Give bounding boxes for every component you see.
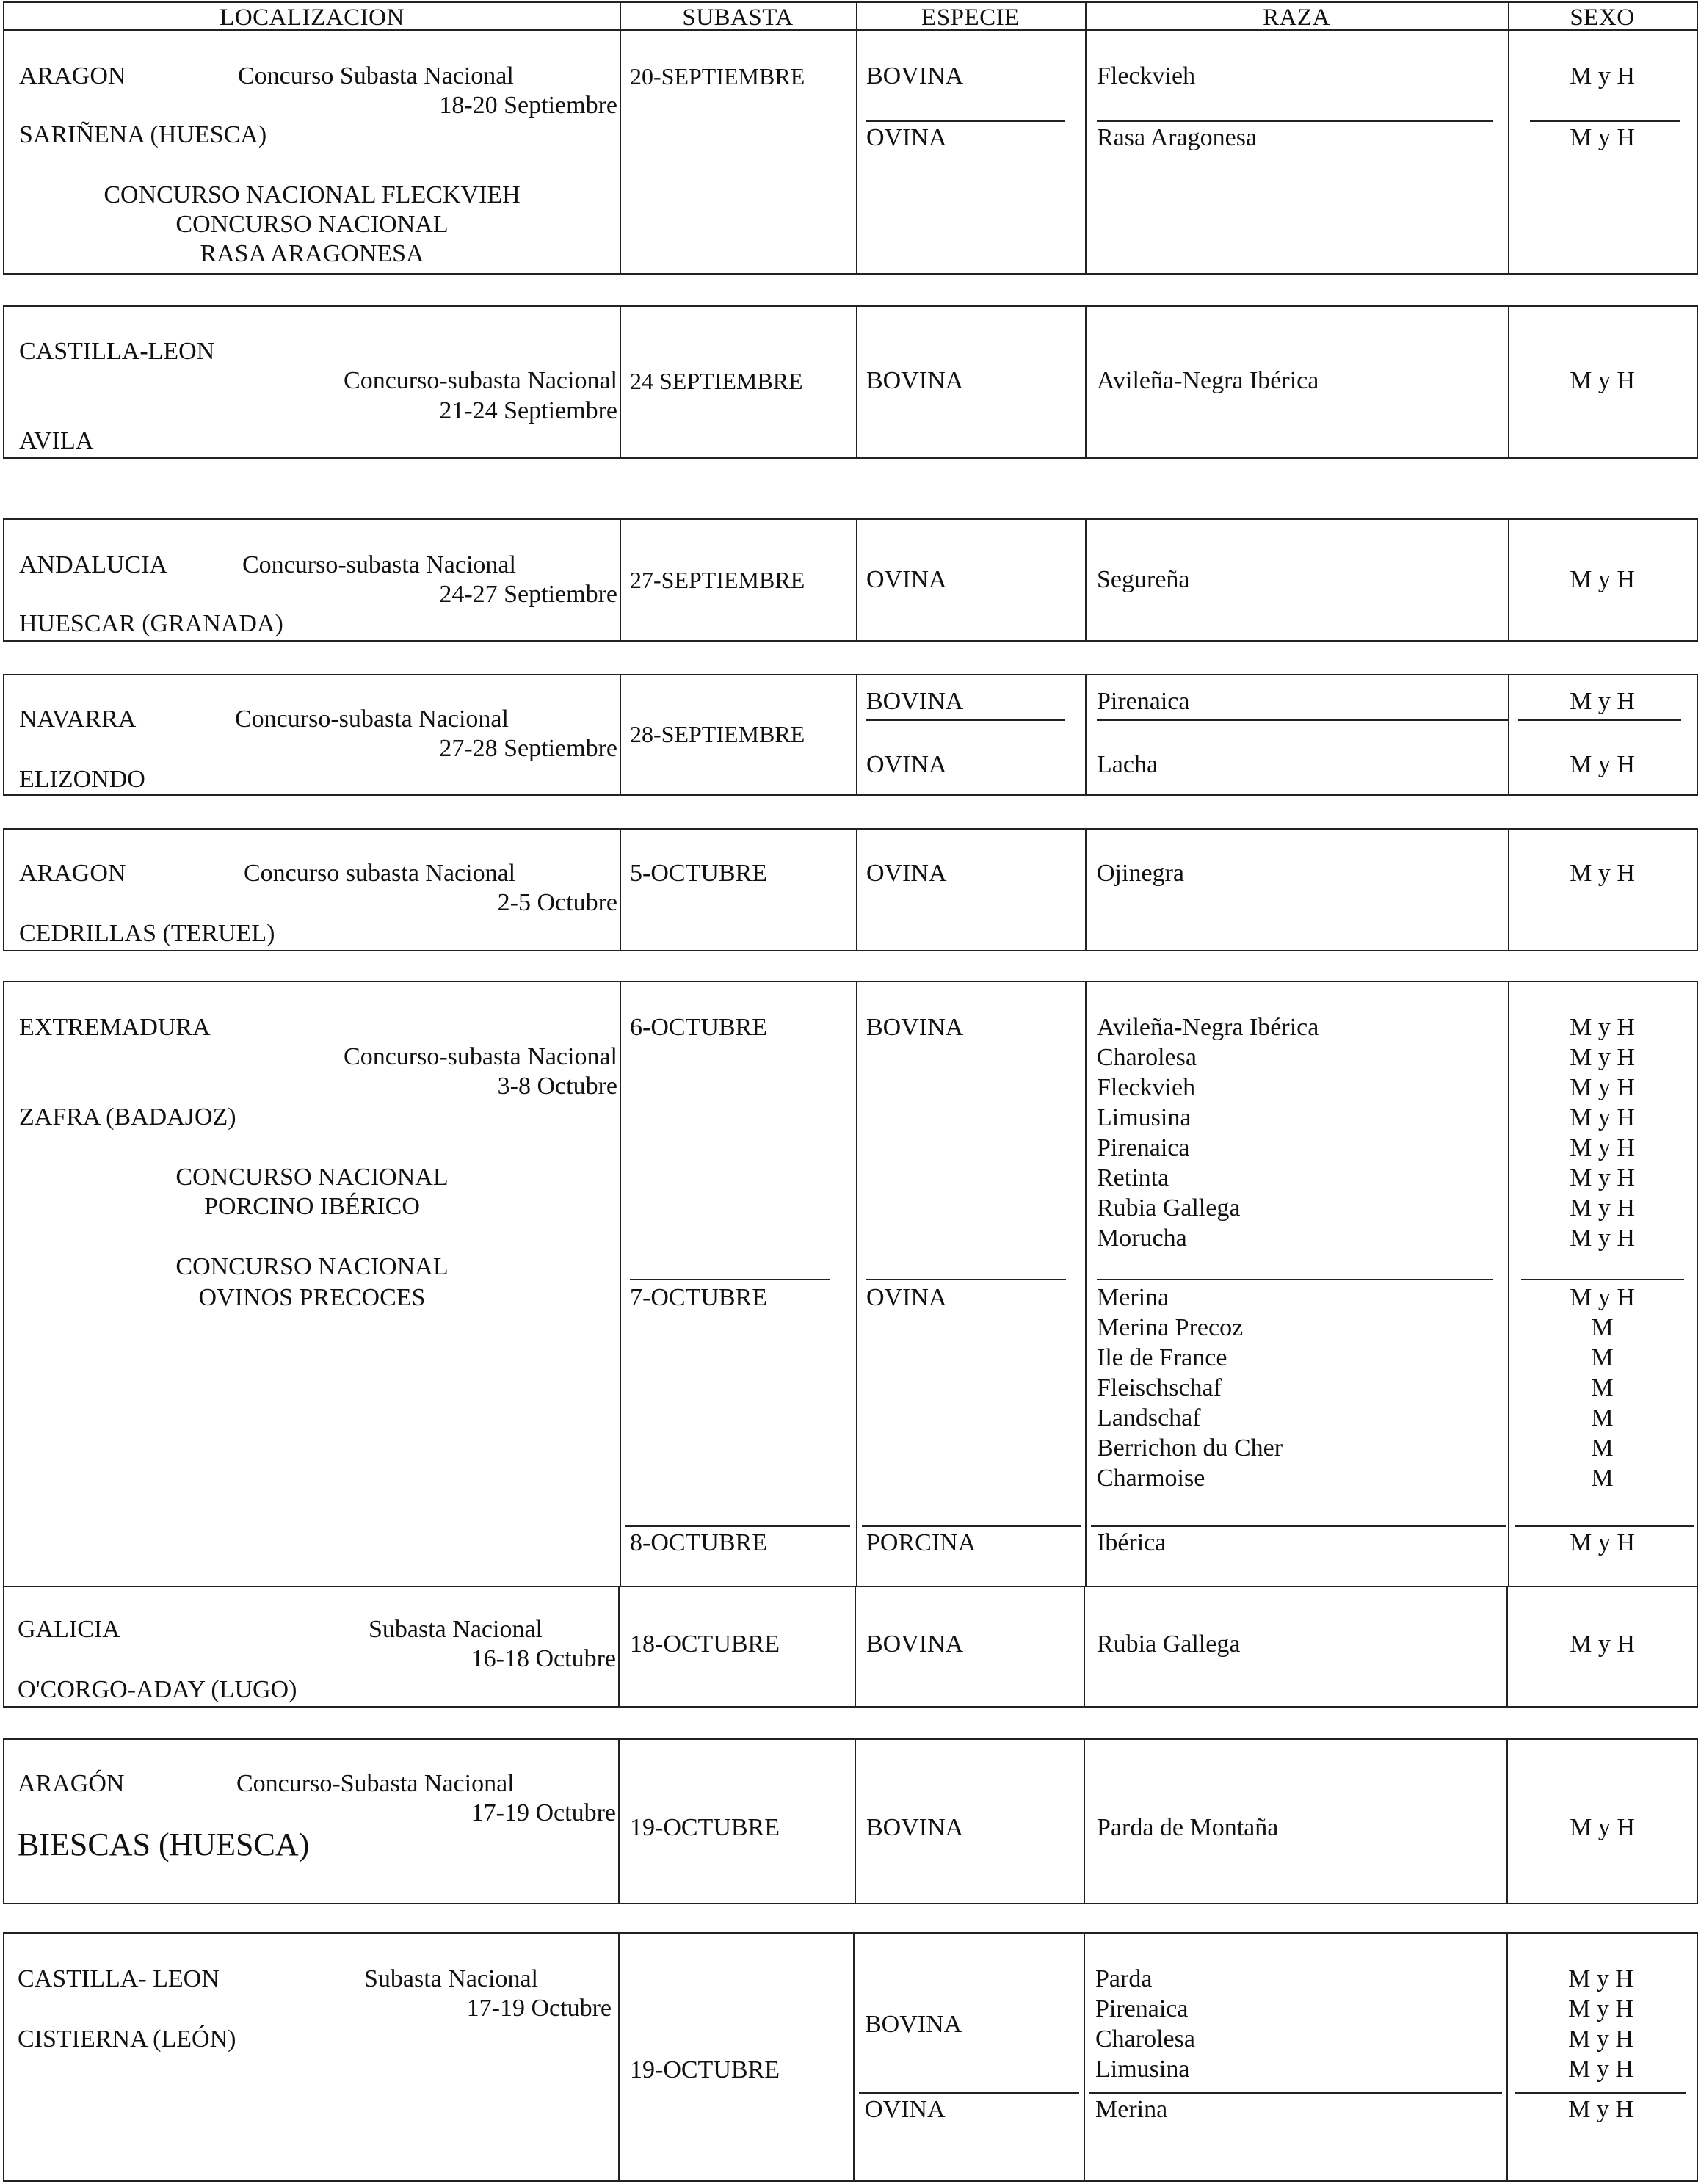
block-aragon-sarinena: [3, 29, 1698, 275]
raza: Retinta: [1097, 1164, 1169, 1191]
subasta-date: 28-SEPTIEMBRE: [630, 721, 805, 747]
event-type: Concurso Subasta Nacional: [238, 62, 514, 90]
especie: OVINA: [866, 1284, 947, 1311]
raza: Avileña-Negra Ibérica: [1097, 1014, 1319, 1041]
region: ARAGÓN: [18, 1770, 125, 1797]
raza: Rubia Gallega: [1097, 1630, 1241, 1658]
region: CASTILLA-LEON: [19, 338, 215, 365]
sexo: M y H: [1570, 367, 1635, 394]
sexo: M y H: [1570, 1074, 1635, 1101]
region: NAVARRA: [19, 705, 137, 733]
note-line: CONCURSO NACIONAL: [175, 1253, 449, 1280]
header-sexo: SEXO: [1570, 4, 1635, 31]
event-dates: 3-8 Octubre: [497, 1073, 617, 1100]
sexo: M y H: [1570, 566, 1635, 593]
especie: BOVINA: [866, 1630, 964, 1658]
subasta-date: 8-OCTUBRE: [630, 1529, 767, 1556]
raza: Parda: [1095, 1965, 1153, 1992]
especie: PORCINA: [866, 1529, 976, 1556]
region: ARAGON: [19, 860, 126, 887]
subasta-date: 7-OCTUBRE: [630, 1284, 767, 1311]
place: CISTIERNA (LEÓN): [18, 2025, 236, 2053]
event-dates: 18-20 Septiembre: [439, 92, 617, 119]
sexo: M y H: [1570, 1044, 1635, 1071]
subasta-date: 19-OCTUBRE: [630, 1814, 780, 1841]
place: HUESCAR (GRANADA): [19, 610, 283, 637]
sexo: M y H: [1568, 2096, 1633, 2123]
especie: BOVINA: [866, 1814, 964, 1841]
note-line: CONCURSO NACIONAL FLECKVIEH: [104, 181, 521, 208]
subasta-date: 20-SEPTIEMBRE: [630, 63, 805, 90]
event-dates: 21-24 Septiembre: [439, 397, 617, 424]
note-line: OVINOS PRECOCES: [198, 1284, 426, 1311]
raza: Avileña-Negra Ibérica: [1097, 367, 1319, 394]
event-type: Concurso-Subasta Nacional: [236, 1770, 515, 1797]
note-line: CONCURSO NACIONAL: [175, 211, 449, 238]
raza: Charolesa: [1095, 2025, 1195, 2053]
block-navarra-elizondo: [3, 674, 1698, 796]
header-subasta: SUBASTA: [682, 4, 794, 31]
region: EXTREMADURA: [19, 1014, 211, 1041]
sexo: M y H: [1570, 124, 1635, 151]
table-header: [3, 1, 1698, 31]
event-type: Subasta Nacional: [369, 1616, 543, 1643]
event-type: Concurso-subasta Nacional: [235, 705, 509, 733]
sexo: M y H: [1568, 1995, 1633, 2022]
block-extremadura-zafra: [3, 981, 1698, 1587]
event-dates: 16-18 Octubre: [471, 1645, 616, 1672]
sexo: M: [1591, 1465, 1614, 1492]
raza: Merina: [1097, 1284, 1169, 1311]
especie: OVINA: [865, 2096, 946, 2123]
note-line: PORCINO IBÉRICO: [204, 1193, 420, 1220]
place: O'CORGO-ADAY (LUGO): [18, 1676, 297, 1703]
sexo: M: [1591, 1404, 1614, 1432]
raza: Fleischschaf: [1097, 1374, 1222, 1401]
block-galicia-ocorgo: [3, 1586, 1698, 1708]
sexo: M y H: [1570, 1814, 1635, 1841]
region: CASTILLA- LEON: [18, 1965, 220, 1992]
event-type: Concurso-subasta Nacional: [344, 367, 617, 394]
sexo: M y H: [1570, 1134, 1635, 1161]
raza: Ile de France: [1097, 1344, 1227, 1371]
raza: Fleckvieh: [1097, 62, 1196, 90]
event-dates: 17-19 Octubre: [466, 1995, 612, 2022]
place: ELIZONDO: [19, 766, 145, 793]
region: ANDALUCIA: [19, 551, 168, 578]
sexo: M y H: [1568, 2025, 1633, 2053]
block-castilla-leon-avila: [3, 305, 1698, 459]
block-aragon-cedrillas: [3, 828, 1698, 951]
sexo: M: [1591, 1344, 1614, 1371]
sexo: M y H: [1570, 1529, 1635, 1556]
raza: Limusina: [1095, 2056, 1190, 2083]
block-castilla-leon-cistierna: [3, 1932, 1698, 2182]
raza: Pirenaica: [1095, 1995, 1189, 2022]
especie: BOVINA: [866, 62, 964, 90]
region: GALICIA: [18, 1616, 120, 1643]
subasta-date: 5-OCTUBRE: [630, 860, 767, 887]
event-type: Concurso-subasta Nacional: [242, 551, 516, 578]
raza: Merina: [1095, 2096, 1168, 2123]
raza: Parda de Montaña: [1097, 1814, 1279, 1841]
raza: Charolesa: [1097, 1044, 1197, 1071]
raza: Pirenaica: [1097, 1134, 1190, 1161]
subasta-date: 19-OCTUBRE: [630, 2056, 780, 2083]
especie: OVINA: [866, 751, 947, 778]
block-andalucia-huescar: [3, 518, 1698, 642]
note-line: CONCURSO NACIONAL: [175, 1164, 449, 1191]
raza: Segureña: [1097, 566, 1190, 593]
place: CEDRILLAS (TERUEL): [19, 920, 275, 947]
place: ZAFRA (BADAJOZ): [19, 1103, 236, 1131]
subasta-date: 6-OCTUBRE: [630, 1014, 767, 1041]
sexo: M y H: [1568, 2056, 1633, 2083]
raza: Lacha: [1097, 751, 1158, 778]
raza: Morucha: [1097, 1225, 1187, 1252]
sexo: M y H: [1570, 62, 1635, 90]
sexo: M: [1591, 1374, 1614, 1401]
header-raza: RAZA: [1263, 4, 1330, 31]
event-dates: 2-5 Octubre: [497, 889, 617, 916]
sexo: M y H: [1570, 1194, 1635, 1222]
especie: BOVINA: [865, 2011, 962, 2038]
especie: OVINA: [866, 566, 947, 593]
sexo: M y H: [1570, 1014, 1635, 1041]
raza: Pirenaica: [1097, 688, 1190, 715]
header-localizacion: LOCALIZACION: [220, 4, 405, 31]
subasta-date: 27-SEPTIEMBRE: [630, 567, 805, 593]
sexo: M: [1591, 1314, 1614, 1341]
event-type: Subasta Nacional: [364, 1965, 538, 1992]
event-dates: 17-19 Octubre: [471, 1799, 616, 1826]
place: SARIÑENA (HUESCA): [19, 121, 267, 148]
sexo: M y H: [1568, 1965, 1633, 1992]
event-type: Concurso subasta Nacional: [244, 860, 516, 887]
event-dates: 27-28 Septiembre: [439, 735, 617, 762]
raza: Berrichon du Cher: [1097, 1434, 1283, 1462]
event-type: Concurso-subasta Nacional: [344, 1043, 617, 1070]
sexo: M y H: [1570, 688, 1635, 715]
raza: Merina Precoz: [1097, 1314, 1244, 1341]
raza: Landschaf: [1097, 1404, 1201, 1432]
raza: Rasa Aragonesa: [1097, 124, 1258, 151]
sexo: M y H: [1570, 1630, 1635, 1658]
especie: BOVINA: [866, 688, 964, 715]
raza: Limusina: [1097, 1104, 1192, 1131]
especie: OVINA: [866, 860, 947, 887]
sexo: M y H: [1570, 1104, 1635, 1131]
raza: Rubia Gallega: [1097, 1194, 1241, 1222]
especie: BOVINA: [866, 367, 964, 394]
raza: Ojinegra: [1097, 860, 1184, 887]
especie: OVINA: [866, 124, 947, 151]
subasta-date: 24 SEPTIEMBRE: [630, 368, 803, 394]
sexo: M y H: [1570, 860, 1635, 887]
especie: BOVINA: [866, 1014, 964, 1041]
sexo: M y H: [1570, 1164, 1635, 1191]
sexo: M y H: [1570, 1225, 1635, 1252]
sexo: M: [1591, 1434, 1614, 1462]
place: BIESCAS (HUESCA): [18, 1826, 310, 1862]
block-aragon-biescas: [3, 1738, 1698, 1904]
sexo: M y H: [1570, 1284, 1635, 1311]
header-especie: ESPECIE: [921, 4, 1020, 31]
region: ARAGON: [19, 62, 126, 90]
place: AVILA: [19, 427, 94, 454]
subasta-date: 18-OCTUBRE: [630, 1630, 780, 1658]
raza: Charmoise: [1097, 1465, 1205, 1492]
event-dates: 24-27 Septiembre: [439, 581, 617, 608]
raza: Fleckvieh: [1097, 1074, 1196, 1101]
note-line: RASA ARAGONESA: [200, 240, 424, 267]
raza: Ibérica: [1097, 1529, 1167, 1556]
sexo: M y H: [1570, 751, 1635, 778]
